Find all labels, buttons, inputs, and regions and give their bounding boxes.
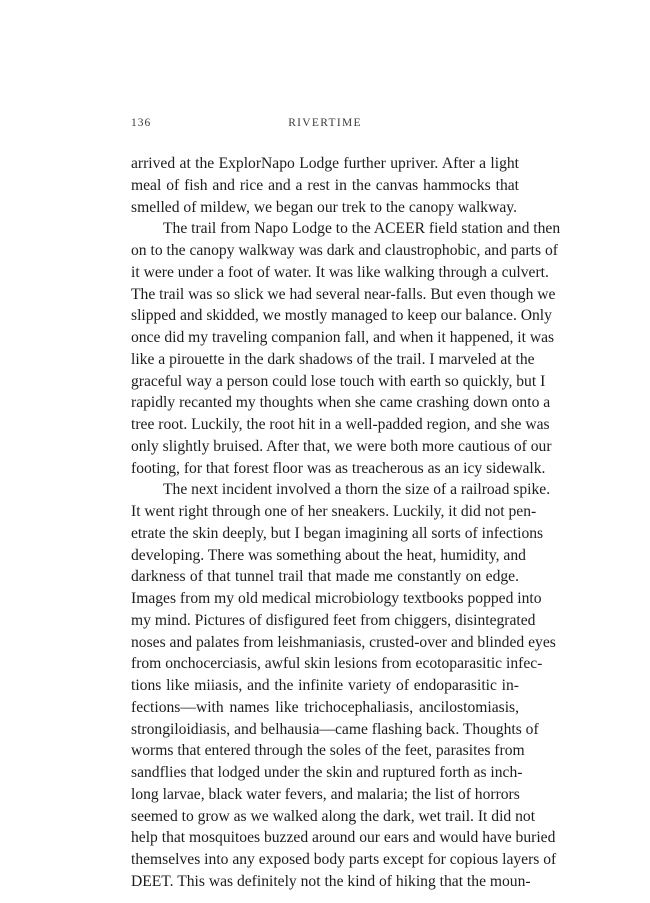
text-line: darkness of that tunnel trail that made me constantly on edge. (131, 568, 519, 586)
text-line: meal of fish and rice and a rest in the canvas hammocks that (131, 176, 519, 194)
text-line: etrate the skin deeply, but I began imagining all sorts of infections (131, 524, 544, 542)
text-line: long larvae, black water fevers, and malaria; the list of horrors (131, 785, 520, 803)
paragraph (131, 479, 557, 892)
text-line: The trail from Napo Lodge to the ACEER field station and then (163, 220, 561, 238)
text-line: it were under a foot of water. It was like walking through a culvert. (131, 263, 549, 281)
text-line: arrived at the ExplorNapo Lodge further upriver. After a light (131, 155, 519, 172)
text-line: only slightly bruised. After that, we were both more cautious of our (131, 437, 552, 455)
text-line: on to the canopy walkway was dark and claustrophobic, and parts of (131, 242, 558, 259)
text-line: graceful way a person could lose touch with earth so quickly, but I (131, 372, 546, 390)
text-line: slipped and skidded, we mostly managed to keep our balance. Only (131, 307, 552, 325)
running-head (131, 117, 519, 133)
text-line: like a pirouette in the dark shadows of the trail. I marveled at the (131, 350, 535, 368)
text-line: The trail was so slick we had several near-falls. But even though we (131, 285, 556, 303)
paragraph (131, 153, 519, 218)
page-number: 136 (131, 117, 152, 129)
text-line: strongiloidiasis, and belhausia—came flashing back. Thoughts of (131, 720, 539, 738)
text-line: sandflies that lodged under the skin and ruptured forth as inch- (131, 764, 523, 781)
text-line: The next incident involved a thorn the size of a railroad spike. (163, 481, 551, 499)
text-line: themselves into any exposed body parts except for copious layers of (131, 851, 557, 868)
text-line: my mind. Pictures of disfigured feet from chiggers, disintegrated (131, 611, 536, 629)
text-line: developing. There was something about the heat, humidity, and (131, 546, 526, 564)
text-line: tree root. Luckily, the root hit in a well-padded region, and she was (131, 416, 550, 433)
text-line: Images from my old medical microbiology textbooks popped into (131, 590, 542, 607)
text-line: tions like miiasis, and the infinite variety of endoparasitic in- (131, 677, 519, 694)
text-line: seemed to grow as we walked along the dark, wet trail. It did not (131, 807, 536, 825)
text-line: from onchocerciasis, awful skin lesions from ecotoparasitic infec- (131, 655, 543, 673)
text-line: noses and palates from leishmaniasis, crusted-over and blinded eyes (131, 633, 556, 651)
text-line: help that mosquitoes buzzed around our ears and would have buried (131, 829, 556, 847)
body-text (131, 153, 561, 893)
text-line: It went right through one of her sneakers. Luckily, it did not pen- (131, 503, 537, 520)
text-line: DEET. This was definitely not the kind of hiking that the moun- (131, 872, 531, 890)
text-line: worms that entered through the soles of the feet, parasites from (131, 742, 525, 760)
running-title: RIVERTIME (288, 117, 362, 129)
text-line: footing, for that forest floor was as treacherous as an icy sidewalk. (131, 459, 546, 477)
text-line: once did my traveling companion fall, and when it happened, it was (131, 329, 555, 346)
paragraph (131, 218, 561, 479)
text-line: smelled of mildew, we began our trek to the canopy walkway. (131, 198, 517, 216)
text-line: rapidly recanted my thoughts when she came crashing down onto a (131, 394, 551, 412)
text-line: fections—with names like trichocephaliasis, ancilostomiasis, (131, 698, 519, 716)
